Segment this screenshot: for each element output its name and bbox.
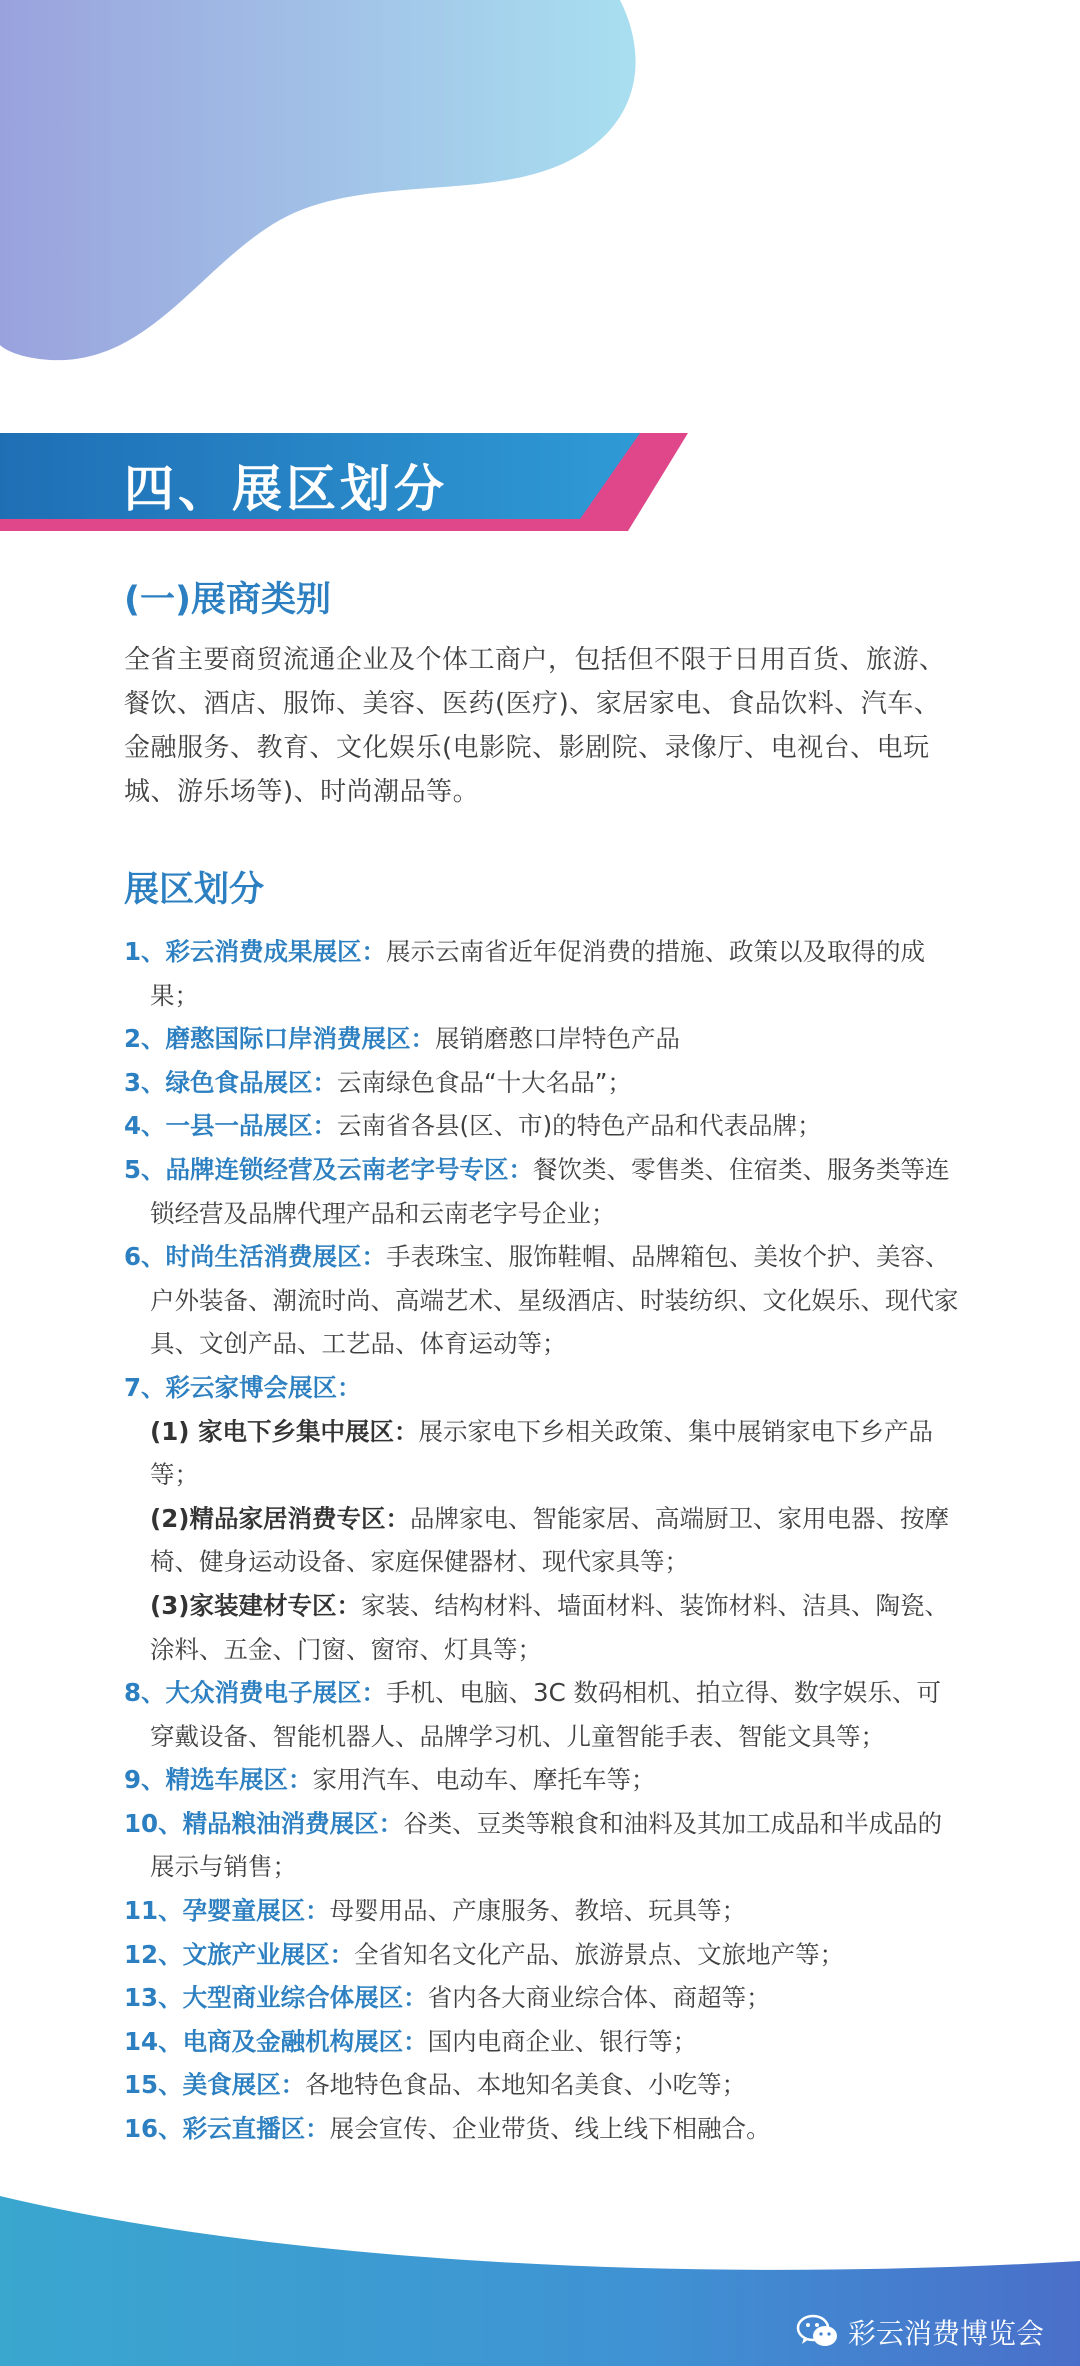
zone-text: 省内各大商业综合体、商超等； xyxy=(427,1983,771,2013)
banner-title: 四、展区划分 xyxy=(124,460,448,518)
zone-label: 6、时尚生活消费展区： xyxy=(124,1242,387,1272)
subzone-label: (3)家装建材专区： xyxy=(150,1590,361,1620)
zone-text: 全省知名文化产品、旅游景点、文旅地产等； xyxy=(354,1939,845,1969)
list-item xyxy=(124,1148,964,1235)
subzone-text: 家装、结构材料、墙面材料、装饰材料、洁具、陶瓷、涂料、五金、门窗、窗帘、灯具等； xyxy=(150,1590,949,1664)
zone-label: 15、美食展区： xyxy=(124,2070,306,2100)
list-item xyxy=(124,1976,964,2020)
exhibitor-types-paragraph: 全省主要商贸流通企业及个体工商户，包括但不限于日用百货、旅游、餐饮、酒店、服饰、美容、医药(医疗)、家居家电、食品饮料、汽车、金融服务、教育、文化娱乐(电影院、影剧院、录像厅、电视台、电玩城、游乐场等)、时尚潮品等。 xyxy=(124,645,946,807)
zone-text: 展会宣传、企业带货、线上线下相融合。 xyxy=(329,2114,771,2144)
zone-text: 各地特色食品、本地知名美食、小吃等； xyxy=(305,2070,747,2100)
zone-text: 谷类、豆类等粮食和油料及其加工成品和半成品的展示与销售； xyxy=(150,1808,943,1882)
main-content xyxy=(124,570,964,2151)
subzone-label: (1) 家电下乡集中展区： xyxy=(150,1416,419,1446)
zone-text: 展示云南省近年促消费的措施、政策以及取得的成果； xyxy=(150,937,926,1010)
zone-text: 手表珠宝、服饰鞋帽、品牌箱包、美妆个护、美容、户外装备、潮流时尚、高端艺术、星级酒店、时装纺织、文化娱乐、现代家具、文创产品、工艺品、体育运动等； xyxy=(150,1242,959,1359)
section-banner xyxy=(0,433,700,537)
zone-label: 2、磨憨国际口岸消费展区： xyxy=(124,1024,436,1054)
zone-text: 云南绿色食品“十大名品”； xyxy=(337,1067,632,1097)
sub-list-item xyxy=(124,1584,964,1671)
zone-label: 13、大型商业综合体展区： xyxy=(124,1983,428,2013)
zone-list xyxy=(124,930,964,2151)
zone-text: 母婴用品、产康服务、教培、玩具等； xyxy=(329,1896,747,1926)
list-item xyxy=(124,1933,964,1977)
list-item xyxy=(124,1104,964,1148)
list-item xyxy=(124,2063,964,2107)
zone-text: 餐饮类、零售类、住宿类、服务类等连锁经营及品牌代理产品和云南老字号企业； xyxy=(150,1154,950,1228)
subzone-text: 展示家电下乡相关政策、集中展销家电下乡产品等； xyxy=(150,1416,933,1490)
list-item xyxy=(124,2020,964,2064)
list-item xyxy=(124,1061,964,1105)
subzone-label: (2)精品家居消费专区： xyxy=(150,1503,410,1533)
footer-account-name: 彩云消费博览会 xyxy=(847,2317,1044,2350)
zone-label: 7、彩云家博会展区： xyxy=(124,1372,362,1402)
zone-label: 4、一县一品展区： xyxy=(124,1111,338,1141)
sub-list-item xyxy=(124,1497,964,1584)
zone-text: 云南省各县(区、市)的特色产品和代表品牌； xyxy=(337,1111,822,1141)
list-item xyxy=(124,1366,964,1410)
list-item xyxy=(124,1017,964,1061)
list-item xyxy=(124,1758,964,1802)
list-item xyxy=(124,2107,964,2151)
decorative-blob-top xyxy=(0,0,700,380)
zone-text: 展销磨憨口岸特色产品 xyxy=(435,1024,681,1054)
section-heading-zones: 展区划分 xyxy=(124,870,265,910)
zone-label: 16、彩云直播区： xyxy=(124,2114,330,2144)
zone-label: 9、精选车展区： xyxy=(124,1765,313,1795)
sub-list-item xyxy=(124,1410,964,1497)
zone-text: 国内电商企业、银行等； xyxy=(427,2026,698,2056)
zone-label: 8、大众消费电子展区： xyxy=(124,1678,387,1708)
zone-label: 3、绿色食品展区： xyxy=(124,1067,338,1097)
zone-label: 12、文旅产业展区： xyxy=(124,1939,355,1969)
section-heading-exhibitor-types: (一)展商类别 xyxy=(124,580,331,620)
zone-label: 14、电商及金融机构展区： xyxy=(124,2026,428,2056)
zone-label: 11、孕婴童展区： xyxy=(124,1896,330,1926)
list-item xyxy=(124,930,964,1017)
zone-label: 1、彩云消费成果展区： xyxy=(124,937,387,966)
list-item xyxy=(124,1671,964,1758)
subzone-text: 品牌家电、智能家居、高端厨卫、家用电器、按摩椅、健身运动设备、家庭保健器材、现代家具等； xyxy=(150,1503,949,1577)
footer-watermark xyxy=(796,2312,1044,2352)
zone-text: 家用汽车、电动车、摩托车等； xyxy=(312,1765,656,1795)
zone-label: 5、品牌连锁经营及云南老字号专区： xyxy=(124,1154,534,1184)
list-item xyxy=(124,1889,964,1933)
zone-text: 手机、电脑、3C 数码相机、拍立得、数字娱乐、可穿戴设备、智能机器人、品牌学习机、儿童智能手表、智能文具等； xyxy=(150,1678,942,1751)
list-item xyxy=(124,1235,964,1366)
list-item xyxy=(124,1802,964,1889)
wechat-icon xyxy=(796,2314,840,2350)
zone-label: 10、精品粮油消费展区： xyxy=(124,1808,404,1838)
